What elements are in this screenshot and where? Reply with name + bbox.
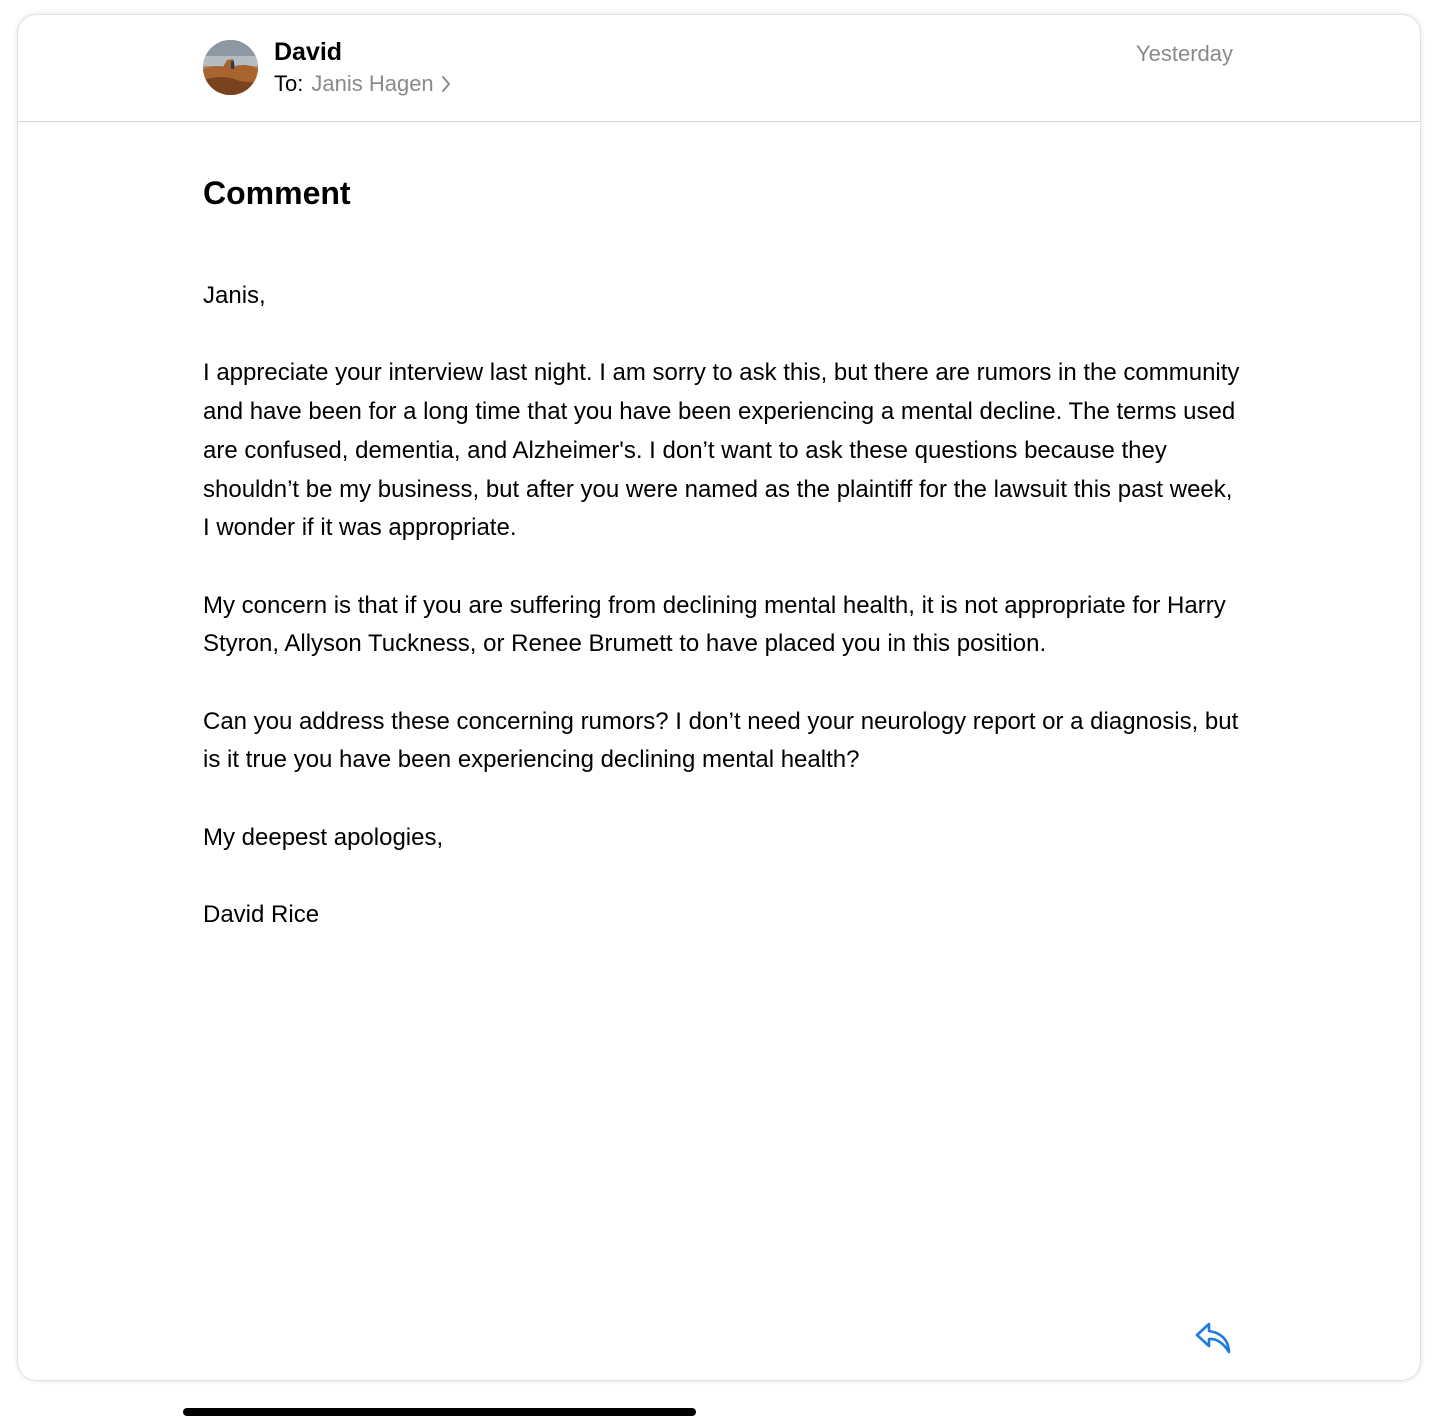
chevron-right-icon[interactable] [441, 75, 451, 93]
email-header [18, 15, 1420, 122]
sender-avatar[interactable] [203, 40, 258, 95]
reply-button[interactable] [1194, 1320, 1234, 1356]
message-body [203, 277, 1243, 974]
avatar-image [203, 40, 258, 95]
recipient-name[interactable]: Janis Hagen [311, 71, 434, 96]
message-date: Yesterday [1135, 41, 1233, 66]
to-label: To: [274, 71, 304, 96]
email-card [18, 15, 1420, 1380]
sender-name[interactable]: David [274, 38, 343, 66]
body-paragraph: My concern is that if you are suffering from declining mental health, it is not appropriate for Harry Styron, Allyson Tuckness, or Renee Brumett to have placed you in this position. [203, 591, 1226, 658]
home-indicator[interactable] [183, 1408, 696, 1416]
body-paragraph: I appreciate your interview last night. I am sorry to ask this, but there are rumors in the community and have been for a long time that you have been experiencing a mental decline. The terms used are confused, dementia, and Alzheimer's. I don’t want to ask these questions because they shouldn’t be my business, but after you were named as the plaintiff for the lawsuit this past week, I wonder if it was appropriate. [203, 359, 1240, 542]
body-paragraph: My deepest apologies, [203, 823, 444, 851]
body-paragraph: Can you address these concerning rumors? I don’t need your neurology report or a diagnosis, but is it true you have been experiencing declining mental health? [203, 707, 1239, 774]
body-paragraph: David Rice [203, 901, 320, 929]
message-subject: Comment [203, 175, 351, 211]
reply-arrow-icon [1194, 1320, 1234, 1356]
recipient-line[interactable] [274, 70, 451, 98]
body-paragraph: Janis, [203, 282, 266, 309]
